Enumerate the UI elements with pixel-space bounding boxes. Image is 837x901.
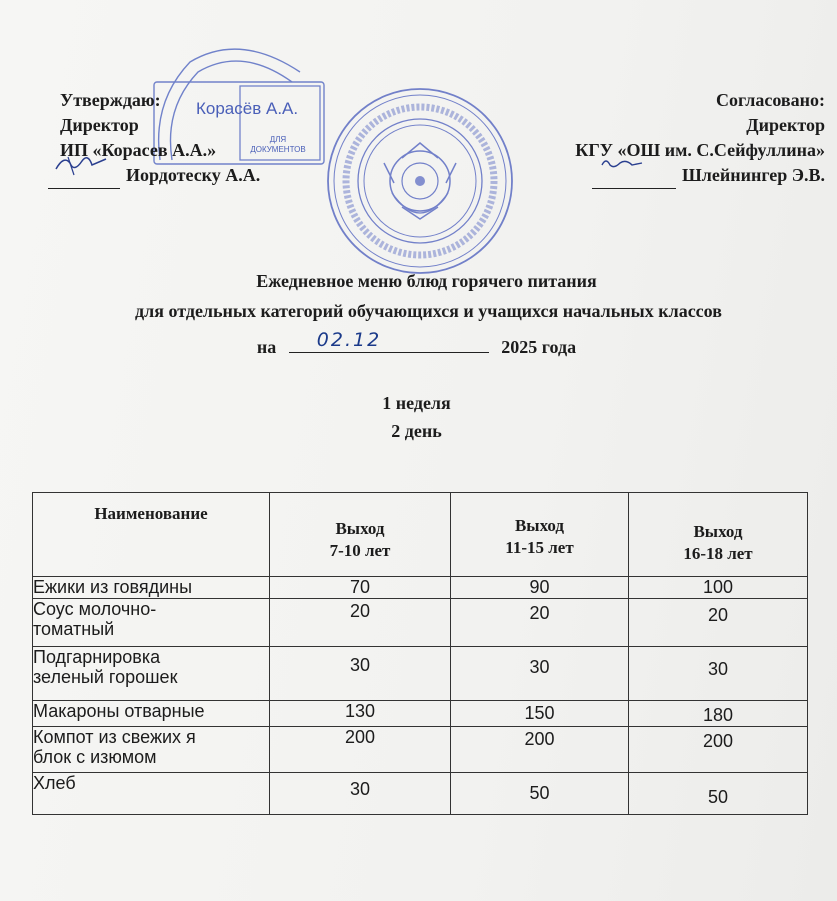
dish-name	[33, 577, 270, 599]
agreement-block	[575, 88, 825, 189]
output-value: 20	[270, 599, 451, 647]
table-row	[33, 599, 808, 647]
output-value: 30	[270, 647, 451, 701]
dish-name	[33, 773, 270, 815]
dish-name-text: Соус молочно-	[33, 599, 157, 619]
day-label: 2 день	[391, 421, 442, 441]
menu-table	[32, 492, 808, 815]
output-value: 70	[270, 577, 451, 599]
header-output-label: Выход	[335, 518, 385, 538]
header-age-label: 16-18 лет	[683, 543, 753, 563]
dish-name	[33, 647, 270, 701]
approval-heading: Утверждаю:	[60, 90, 161, 110]
official-seal	[322, 83, 522, 283]
dish-name-text: томатный	[33, 619, 115, 639]
header-output-label: Выход	[514, 515, 565, 535]
table-row	[33, 773, 808, 815]
dish-name-text: зеленый горошек	[33, 667, 178, 687]
header-age-label: 7-10 лет	[329, 540, 391, 560]
dish-name-text: Подгарнировка	[33, 647, 161, 667]
output-value: 180	[629, 701, 808, 727]
dish-name-text: Ежики из говядины	[33, 577, 193, 597]
menu-date-line	[0, 330, 835, 360]
date-suffix: 2025 года	[501, 337, 577, 357]
output-value: 30	[451, 647, 629, 701]
output-value: 130	[270, 701, 451, 727]
approval-signature	[54, 153, 114, 177]
header-output-7-10	[270, 493, 451, 577]
dish-name-text: Хлеб	[33, 773, 76, 793]
agreement-position: Директор	[746, 115, 825, 135]
output-value: 200	[270, 727, 451, 773]
stamp-rect-name: Корасёв А.А.	[196, 99, 299, 118]
table-row	[33, 577, 808, 599]
date-prefix: на	[256, 337, 277, 357]
dish-name-text: блок с изюмом	[33, 747, 157, 767]
dish-name-text: Компот из свежих я	[33, 727, 196, 747]
output-value: 20	[629, 599, 808, 647]
menu-title-line1: Ежедневное меню блюд горячего питания	[256, 271, 597, 291]
output-value: 200	[451, 727, 629, 773]
table-row	[33, 727, 808, 773]
approval-organization: ИП «Корасев А.А.»	[60, 140, 217, 160]
output-value: 100	[629, 577, 808, 599]
dish-name	[33, 599, 270, 647]
table-row	[33, 647, 808, 701]
header-output-label: Выход	[693, 521, 743, 541]
table-header-row	[33, 493, 808, 577]
handwritten-date: 02.12	[316, 329, 382, 351]
output-value: 200	[629, 727, 808, 773]
header-output-11-15	[451, 493, 629, 577]
output-value: 150	[451, 701, 629, 727]
agreement-name: Шлейнингер Э.В.	[682, 165, 825, 185]
header-name	[33, 493, 270, 577]
header-age-label: 11-15 лет	[505, 537, 574, 557]
approval-position: Директор	[60, 115, 139, 135]
dish-name	[33, 701, 270, 727]
output-value: 50	[629, 773, 808, 815]
agreement-heading: Согласовано:	[716, 90, 825, 110]
output-value: 90	[451, 577, 629, 599]
stamp-rect-note2: ДОКУМЕНТОВ	[250, 145, 306, 154]
header-name-label: Наименование	[94, 504, 208, 523]
output-value: 20	[451, 599, 629, 647]
approval-block	[60, 88, 260, 189]
header-output-16-18	[629, 493, 808, 577]
agreement-signature	[598, 153, 648, 173]
agreement-signature-line	[592, 163, 676, 189]
stamp-rect-note1: ДЛЯ	[269, 135, 287, 144]
menu-title-line2: для отдельных категорий обучающихся и учащихся начальных классов	[135, 301, 722, 321]
output-value: 30	[629, 647, 808, 701]
output-value: 50	[451, 773, 629, 815]
table-row	[33, 701, 808, 727]
dish-name-text: Макароны отварные	[33, 701, 205, 721]
date-underline	[289, 330, 489, 353]
approval-signature-line	[48, 163, 120, 189]
week-label: 1 неделя	[382, 393, 451, 413]
output-value: 30	[270, 773, 451, 815]
approval-name: Иордотеску А.А.	[126, 165, 261, 185]
agreement-organization: КГУ «ОШ им. С.Сейфуллина»	[575, 140, 825, 160]
dish-name	[33, 727, 270, 773]
